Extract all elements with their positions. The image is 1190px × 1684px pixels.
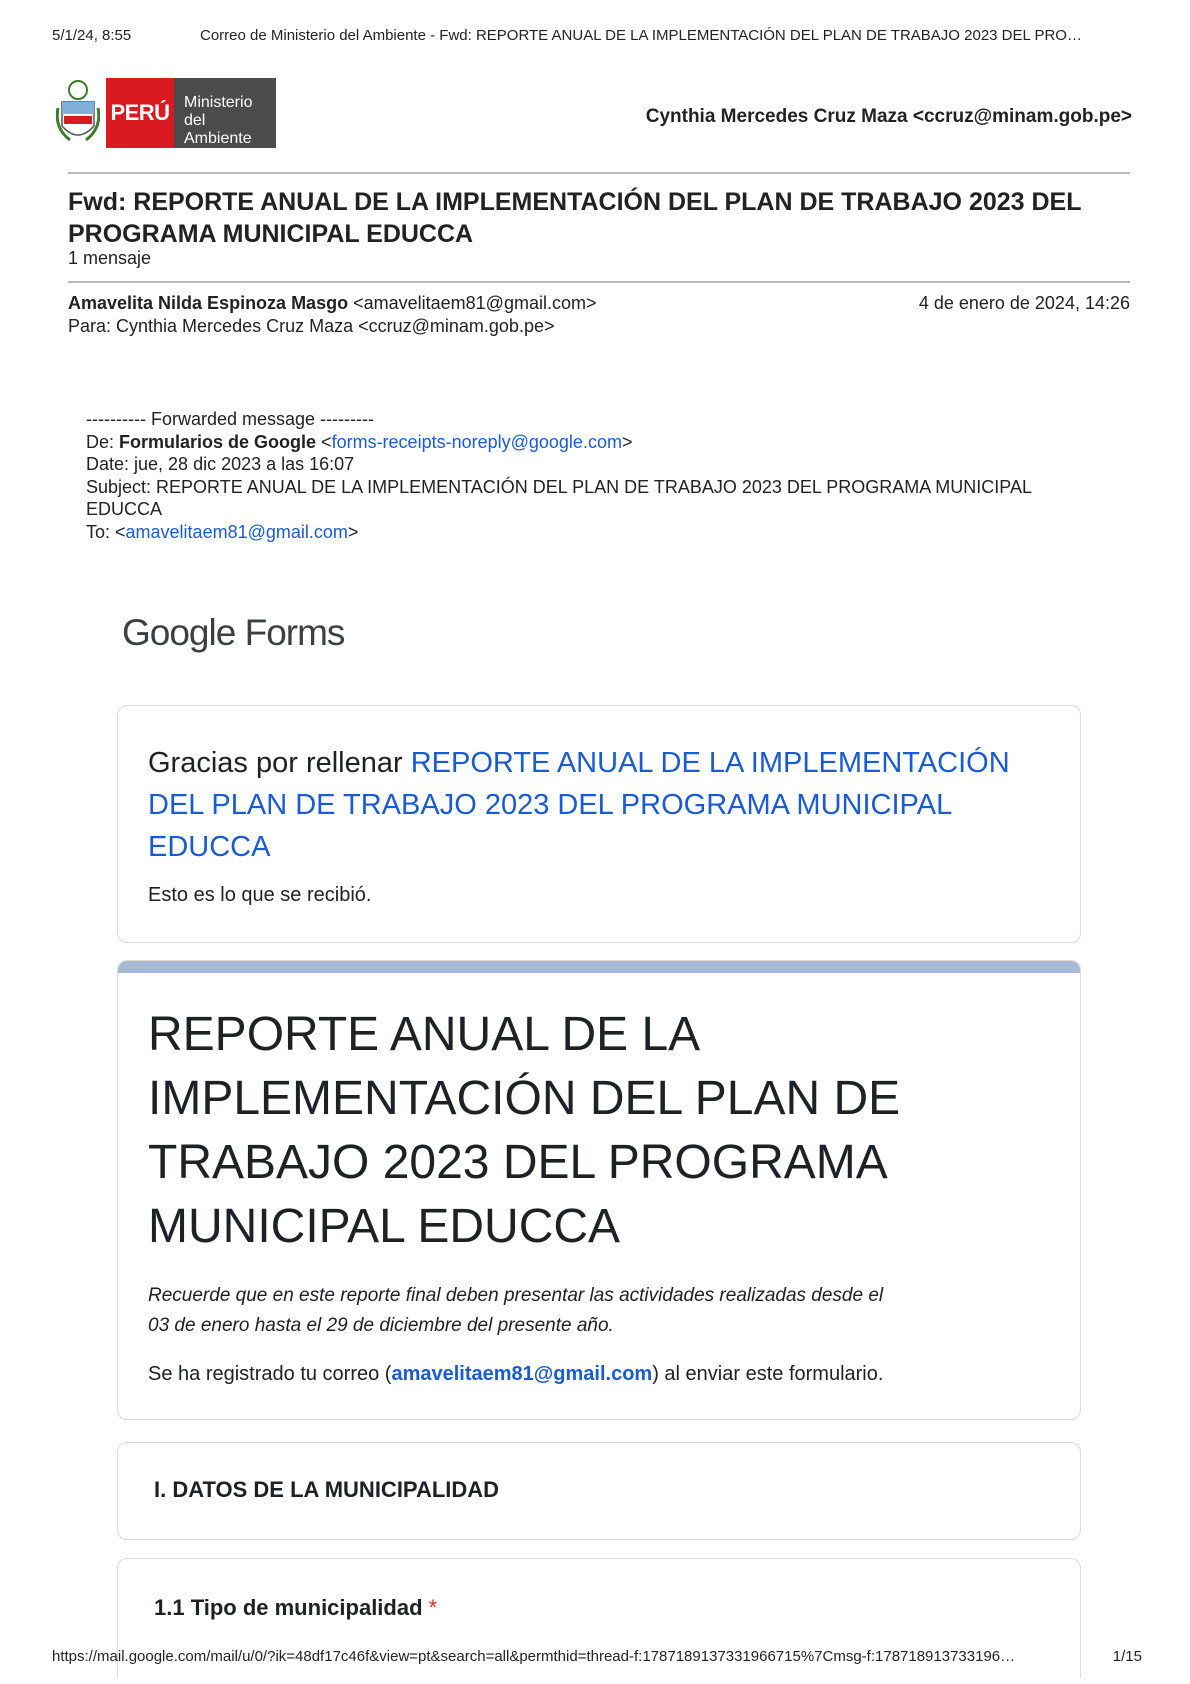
question-title: 1.1 Tipo de municipalidad * bbox=[154, 1595, 438, 1620]
form-link[interactable]: REPORTE ANUAL DE LA IMPLEMENTACIÓN DEL PLAN DE TRABAJO 2023 DEL PROGRAMA MUNICIPAL EDUCCA bbox=[148, 747, 1010, 863]
google-wordmark: Google bbox=[122, 612, 236, 653]
registered-email-value: amavelitaem81@gmail.com bbox=[391, 1363, 653, 1385]
section-title: I. DATOS DE LA MUNICIPALIDAD bbox=[154, 1477, 500, 1502]
email-to: Para: Cynthia Mercedes Cruz Maza <ccruz@minam.gob.pe> bbox=[68, 316, 555, 336]
section-card bbox=[117, 1442, 1081, 1540]
sender-name: Amavelita Nilda Espinoza Masgo bbox=[68, 293, 349, 313]
logo-country: PERÚ bbox=[106, 78, 174, 148]
divider bbox=[68, 281, 1130, 283]
form-color-band bbox=[118, 961, 1080, 973]
forwarded-header: ---------- Forwarded message --------- bbox=[86, 409, 374, 429]
account-user: Cynthia Mercedes Cruz Maza <ccruz@minam.gob.pe> bbox=[645, 106, 1132, 127]
email-from bbox=[68, 293, 596, 314]
logo-ministry-line2: del Ambiente bbox=[184, 112, 252, 147]
thanks-card bbox=[117, 705, 1081, 943]
divider bbox=[68, 172, 1130, 174]
forwarded-message bbox=[86, 408, 1086, 543]
logo-ministry-line1: Ministerio bbox=[184, 94, 253, 111]
print-datetime: 5/1/24, 8:55 bbox=[52, 27, 132, 44]
sender-email: <amavelitaem81@gmail.com> bbox=[353, 293, 597, 313]
forms-wordmark: Forms bbox=[244, 612, 345, 653]
registered-email: Se ha registrado tu correo (amavelitaem81@gmail.com) al enviar este formulario. bbox=[148, 1363, 884, 1385]
form-header-card bbox=[117, 960, 1081, 1420]
peru-coat-of-arms-icon bbox=[56, 78, 100, 148]
form-description: Recuerde que en este reporte final deben presentar las actividades realizadas desde el 03 de enero hasta el 29 de diciembre del presente año. bbox=[148, 1285, 884, 1336]
forwarded-from-name: Formularios de Google bbox=[119, 431, 317, 452]
print-page-number: 1/15 bbox=[1112, 1648, 1142, 1665]
email-subject: Fwd: REPORTE ANUAL DE LA IMPLEMENTACIÓN DEL PLAN DE TRABAJO 2023 DEL PROGRAMA MUNICIPAL EDUCCA bbox=[68, 188, 1082, 248]
forwarded-from: De: Formularios de Google <forms-receipts-noreply@google.com> bbox=[86, 431, 633, 452]
print-url: https://mail.google.com/mail/u/0/?ik=48df17c46f&view=pt&search=all&permthid=thread-f:1787189137331966715%7Cmsg-f:178718913733196… bbox=[52, 1648, 1016, 1665]
forwarded-date: Date: jue, 28 dic 2023 a las 16:07 bbox=[86, 454, 355, 474]
forwarded-subject: Subject: REPORTE ANUAL DE LA IMPLEMENTACIÓN DEL PLAN DE TRABAJO 2023 DEL PROGRAMA MUNICIPAL EDUCCA bbox=[86, 476, 1032, 519]
message-count: 1 mensaje bbox=[68, 248, 152, 268]
google-forms-logo bbox=[122, 612, 344, 654]
forwarded-to-email-link[interactable]: amavelitaem81@gmail.com bbox=[125, 521, 348, 542]
forwarded-to: To: <amavelitaem81@gmail.com> bbox=[86, 521, 359, 542]
forwarded-from-email-link[interactable]: forms-receipts-noreply@google.com bbox=[331, 431, 622, 452]
form-title: REPORTE ANUAL DE LA IMPLEMENTACIÓN DEL PLAN DE TRABAJO 2023 DEL PROGRAMA MUNICIPAL EDUCCA bbox=[148, 1008, 901, 1253]
thanks-title: Gracias por rellenar REPORTE ANUAL DE LA IMPLEMENTACIÓN DEL PLAN DE TRABAJO 2023 DEL PROGRAMA MUNICIPAL EDUCCA bbox=[148, 747, 1010, 863]
minam-logo bbox=[56, 78, 276, 148]
required-asterisk: * bbox=[428, 1595, 438, 1620]
logo-ministry bbox=[174, 78, 276, 148]
thanks-subtitle: Esto es lo que se recibió. bbox=[148, 884, 372, 906]
print-page-title: Correo de Ministerio del Ambiente - Fwd: REPORTE ANUAL DE LA IMPLEMENTACIÓN DEL PLAN DE TRABAJO 2023 DEL PRO… bbox=[200, 27, 1082, 44]
email-date: 4 de enero de 2024, 14:26 bbox=[918, 293, 1130, 313]
